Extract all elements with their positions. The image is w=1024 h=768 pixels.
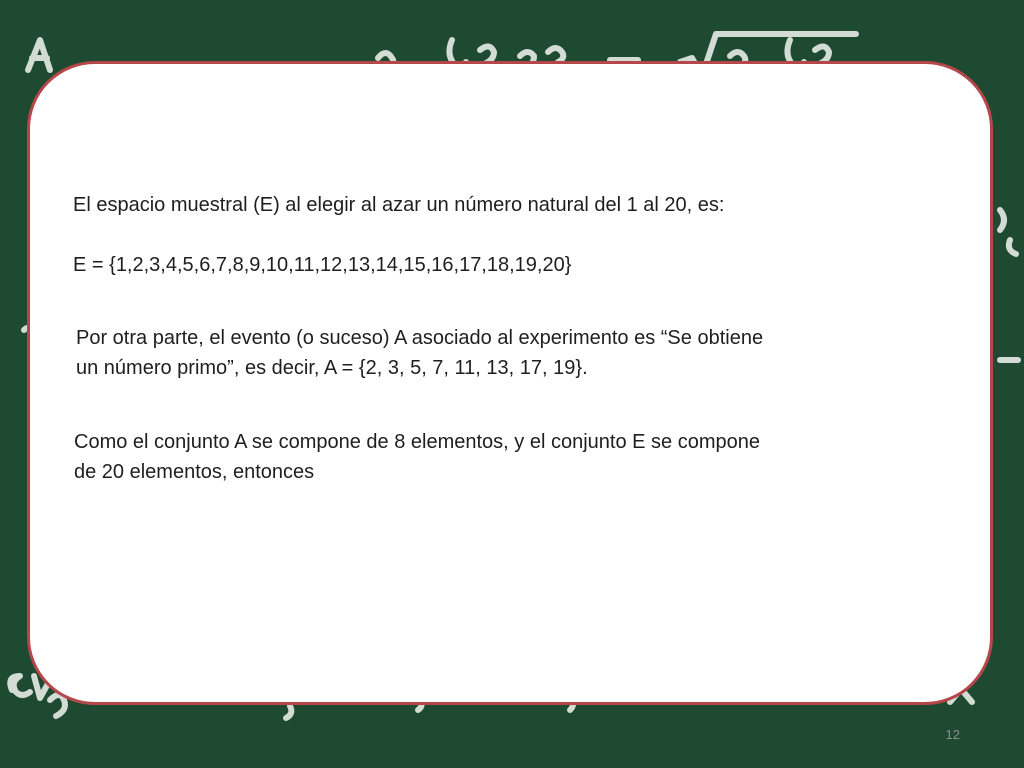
conclusion-line-1: Como el conjunto A se compone de 8 elementos, y el conjunto E se compone — [74, 431, 760, 453]
sample-space-sentence: El espacio muestral (E) al elegir al azar un número natural del 1 al 20, es: — [73, 194, 725, 216]
event-paragraph — [76, 323, 763, 383]
conclusion-line-2: de 20 elementos, entonces — [74, 461, 315, 483]
event-line-2: un número primo”, es decir, A = {2, 3, 5, 7, 11, 13, 17, 19}. — [76, 357, 588, 379]
conclusion-paragraph — [74, 427, 760, 487]
event-line-1: Por otra parte, el evento (o suceso) A asociado al experimento es “Se obtiene — [76, 327, 764, 349]
page-number: 12 — [945, 727, 960, 742]
content-card — [27, 61, 993, 705]
sample-space-set: E = {1,2,3,4,5,6,7,8,9,10,11,12,13,14,15,16,17,18,19,20} — [73, 254, 572, 276]
